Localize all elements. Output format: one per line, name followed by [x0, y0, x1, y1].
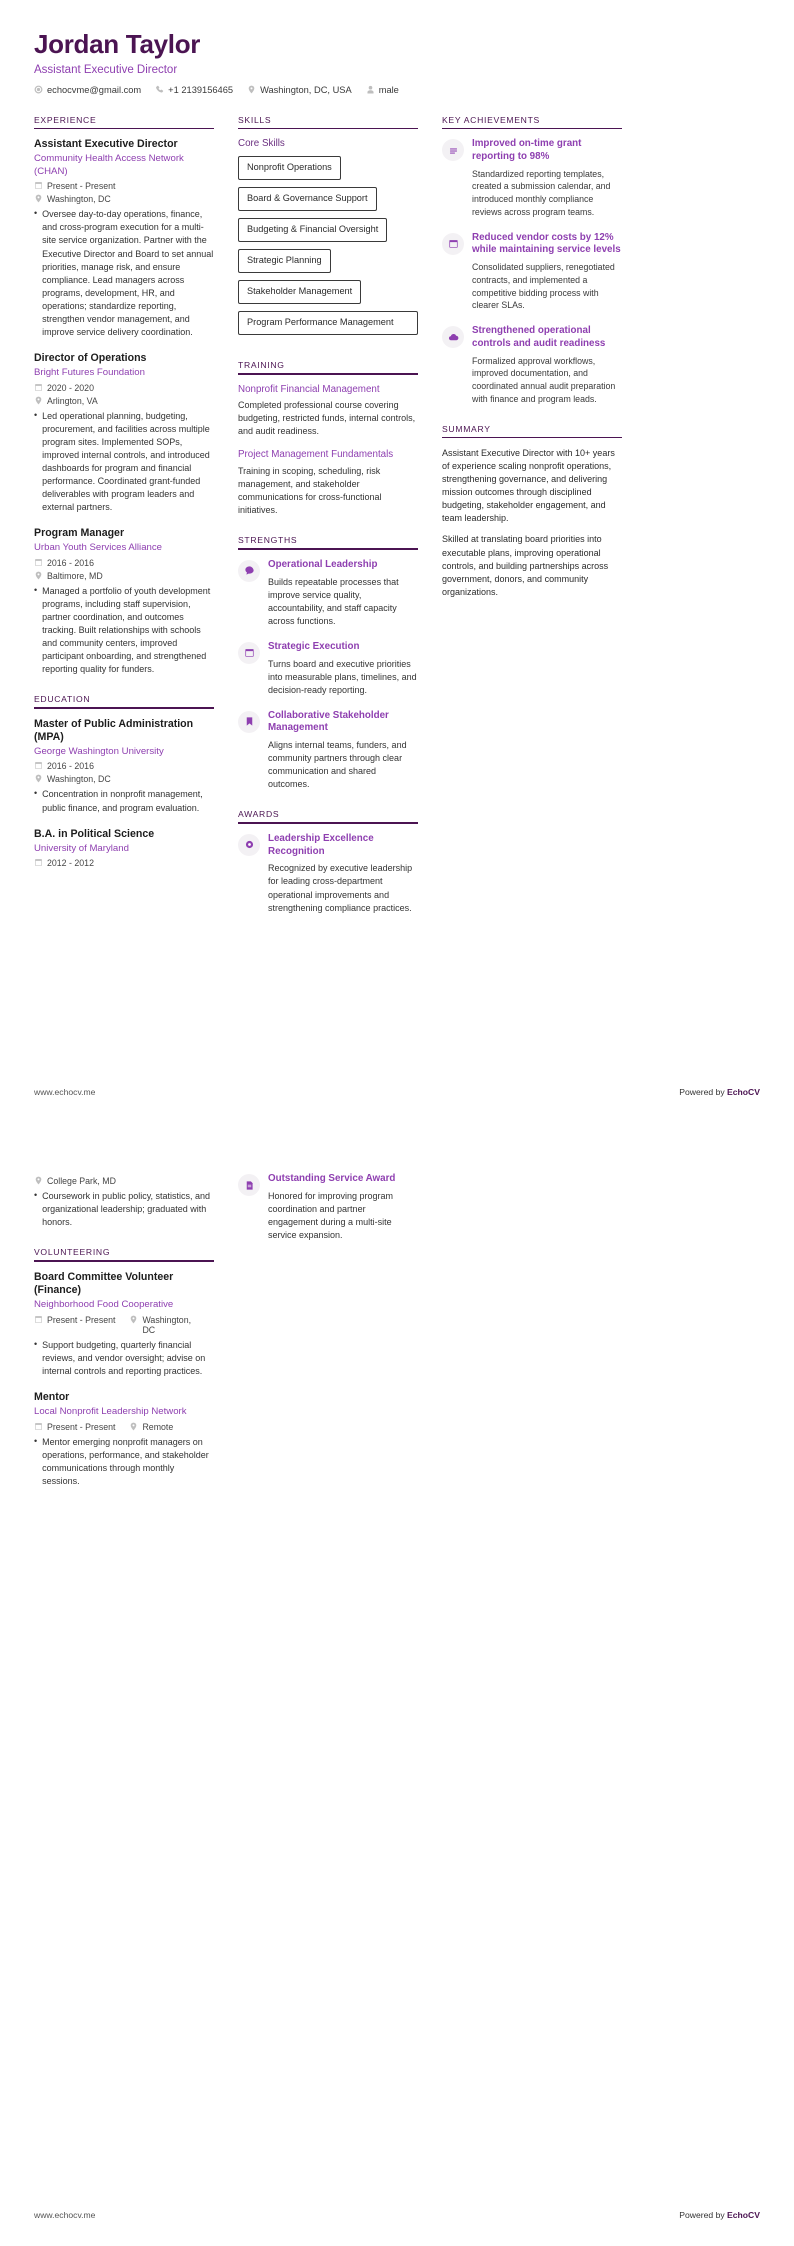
entry-org: Neighborhood Food Cooperative [34, 1299, 174, 1311]
entry-bullets [34, 208, 214, 338]
entry-org: George Washington University [34, 746, 164, 757]
bullet-dot: • [34, 1338, 38, 1349]
entry-meta-group [34, 1315, 194, 1335]
calendar-icon [34, 858, 43, 867]
section-title-volunteering: VOLUNTEERING [34, 1247, 111, 1258]
entry-bullets [34, 1339, 214, 1378]
location-icon [34, 194, 43, 203]
section-awards [238, 809, 418, 914]
section-training [238, 360, 418, 517]
strength-body [268, 710, 418, 792]
entry-location [34, 571, 214, 581]
entry-org: Local Nonprofit Leadership Network [34, 1406, 187, 1418]
candidate-role: Assistant Executive Director [34, 63, 178, 76]
chat-bubble-icon [238, 560, 260, 582]
section-experience [34, 115, 214, 676]
skill-chip[interactable]: Program Performance Management [238, 311, 418, 335]
section-education [34, 694, 214, 868]
bullet-item [34, 1190, 214, 1229]
candidate-name: Jordan Taylor [34, 29, 201, 59]
achievement-title: Improved on-time grant reporting to 98% [472, 138, 582, 162]
calendar-icon [238, 642, 260, 664]
entry-title: Board Committee Volunteer (Finance) [34, 1270, 174, 1296]
cloud-icon [442, 326, 464, 348]
education-entry [34, 828, 214, 869]
location-icon [247, 85, 256, 94]
strength-body [268, 641, 418, 697]
phone-icon [155, 85, 164, 94]
section-title-skills: SKILLS [238, 114, 272, 125]
award-desc: Honored for improving program coordination and partner engagement during a multi-site service expansion. [268, 1190, 394, 1240]
strength-item [238, 710, 418, 792]
contact-location-text: Washington, DC, USA [260, 84, 352, 95]
award-item [238, 1173, 418, 1242]
entry-title: Program Manager [34, 526, 125, 539]
bullet-dot: • [34, 1190, 38, 1200]
section-title-awards: AWARDS [238, 809, 280, 820]
footer-brand [679, 2210, 760, 2220]
entry-dates [34, 383, 214, 393]
person-icon [366, 85, 375, 94]
location-icon [34, 396, 43, 405]
training-title: Project Management Fundamentals [238, 449, 394, 461]
contact-location [247, 85, 352, 95]
volunteering-entry [34, 1391, 214, 1488]
achievement-title: Strengthened operational controls and audit readiness [472, 325, 606, 349]
strength-body [268, 559, 418, 628]
skill-chip[interactable]: Strategic Planning [238, 249, 331, 273]
entry-dates-text: Present - Present [47, 1314, 116, 1325]
bullet-text: Led operational planning, budgeting, procurement, and facilities across multiple program sites. Implemented SOPs, improved internal controls, and introduced dashboards for program and financial performance. Coordinated grant-funded deliverables with program leaders and external partners. [42, 410, 210, 512]
entry-org: Community Health Access Network (CHAN) [34, 153, 184, 177]
achievement-body [472, 232, 622, 312]
experience-entry [34, 352, 214, 514]
section-rule [238, 548, 418, 550]
entry-location [129, 1422, 173, 1432]
skill-chip[interactable]: Budgeting & Financial Oversight [238, 218, 387, 242]
achievement-body [472, 138, 622, 218]
footer-brand-name: EchoCV [727, 1087, 760, 1097]
footer-powered-prefix: Powered by [679, 2210, 728, 2220]
middle-column-page2 [238, 1173, 418, 1255]
bullet-item [34, 585, 214, 676]
summary-paragraph: Assistant Executive Director with 10+ years of experience scaling nonprofit operations, strengthening governance, and delivering mission outcomes through disciplined budgeting, stakeholder engagement, and team leadership. [442, 448, 615, 524]
training-desc: Completed professional course covering budgeting, restricted funds, internal controls, and audit readiness. [238, 400, 416, 437]
bullet-dot: • [34, 584, 38, 595]
location-icon [129, 1422, 138, 1431]
calendar-icon [34, 1315, 43, 1324]
calendar-icon [34, 383, 43, 392]
calendar-icon [442, 233, 464, 255]
calendar-icon [34, 761, 43, 770]
achievement-desc: Formalized approval workflows, improved documentation, and coordinated annual audit preparation with finance and program leads. [472, 355, 616, 404]
entry-dates [34, 761, 214, 771]
bullet-dot: • [34, 788, 38, 799]
contact-gender-text: male [378, 84, 399, 95]
award-body [268, 1173, 418, 1242]
training-desc: Training in scoping, scheduling, risk management, and stakeholder communications for cross-functional initiatives. [238, 466, 382, 516]
skill-chip[interactable]: Board & Governance Support [238, 187, 377, 211]
contact-phone-text: +1 2139156465 [168, 84, 234, 95]
section-rule [442, 437, 622, 439]
entry-bullets [34, 1436, 214, 1488]
section-title-summary: SUMMARY [442, 423, 491, 434]
achievement-desc: Standardized reporting templates, created a submission calendar, and introduced monthly compliance reviews across program teams. [472, 168, 611, 217]
entry-title: Mentor [34, 1390, 70, 1403]
resume-page-2 [0, 1123, 794, 2246]
section-rule [238, 822, 418, 824]
page-2-footer [34, 2210, 760, 2220]
section-volunteering [34, 1247, 214, 1488]
training-title: Nonprofit Financial Management [238, 383, 380, 395]
middle-column [238, 115, 418, 933]
entry-location-text: College Park, MD [47, 1176, 116, 1186]
right-column [442, 115, 622, 617]
education-continued [34, 1176, 214, 1229]
resume-header [34, 30, 760, 95]
certificate-icon [238, 1174, 260, 1196]
achievement-title: Reduced vendor costs by 12% while maintaining service levels [472, 231, 621, 256]
entry-dates-text: Present - Present [47, 181, 116, 192]
bullet-text: Mentor emerging nonprofit managers on operations, performance, and stakeholder communications through monthly sessions. [42, 1436, 209, 1486]
bullet-item [34, 788, 214, 814]
strength-item [238, 559, 418, 628]
contact-email[interactable] [34, 85, 141, 95]
entry-title: Assistant Executive Director [34, 138, 178, 151]
entry-org: University of Maryland [34, 842, 129, 854]
section-rule [442, 128, 622, 130]
bullet-text: Oversee day-to-day operations, finance, and cross-program execution for a multi-site service organization. Partner with the Executive Director and Board to set annual priorities, manage risk, and ensure compliance. Lead managers across programs, development, HR, and operations; standardize reporting, strengthen vendor management, and improve service delivery coordination. [42, 209, 214, 337]
entry-bullets [34, 410, 214, 514]
page-1-columns [34, 115, 760, 933]
bullet-text: Support budgeting, quarterly financial reviews, and vendor oversight; advise on internal controls and reporting practices. [42, 1339, 206, 1376]
section-rule [34, 707, 214, 709]
contact-phone[interactable] [155, 85, 233, 95]
section-title-strengths: STRENGTHS [238, 535, 298, 546]
entry-title: Director of Operations [34, 351, 147, 364]
achievement-item [442, 325, 622, 405]
entry-dates-text: Present - Present [47, 1421, 116, 1432]
strength-desc: Builds repeatable processes that improve service quality, accountability, and staff capacity across functions. [268, 576, 399, 626]
left-column-page2 [34, 1173, 214, 1506]
entry-dates-text: 2016 - 2016 [47, 557, 94, 568]
entry-location [34, 396, 214, 406]
entry-title: B.A. in Political Science [34, 827, 155, 840]
footer-site[interactable]: www.echocv.me [34, 2210, 96, 2220]
strength-item [238, 641, 418, 697]
section-strengths [238, 535, 418, 791]
section-title-training: TRAINING [238, 359, 285, 370]
entry-dates-text: 2012 - 2012 [47, 858, 94, 869]
location-icon [34, 571, 43, 580]
footer-brand-name: EchoCV [727, 2210, 760, 2220]
training-entry [238, 449, 418, 517]
entry-location [34, 194, 214, 204]
bullet-item [34, 208, 214, 338]
award-desc: Recognized by executive leadership for leading cross-department operational improvements and strengthening compliance practices. [268, 863, 413, 913]
section-title-experience: EXPERIENCE [34, 114, 97, 125]
calendar-icon [34, 558, 43, 567]
page-1-footer [34, 1087, 760, 1097]
calendar-icon [34, 1422, 43, 1431]
entry-location-text: Washington, DC [142, 1314, 192, 1335]
award-title: Outstanding Service Award [268, 1173, 396, 1184]
medal-icon [238, 834, 260, 856]
page-2-columns [34, 1173, 760, 1506]
location-icon [34, 1176, 43, 1185]
bullet-item [34, 410, 214, 514]
bullet-item [34, 1436, 214, 1488]
volunteering-entry [34, 1271, 214, 1378]
list-lines-icon [442, 139, 464, 161]
entry-meta [34, 1315, 214, 1335]
location-icon [34, 774, 43, 783]
entry-location [34, 1176, 214, 1186]
strength-title: Operational Leadership [268, 558, 378, 570]
contact-row [34, 85, 760, 95]
left-column [34, 115, 214, 887]
strength-desc: Turns board and executive priorities into measurable plans, timelines, and decision-ready reporting. [268, 658, 417, 695]
strength-desc: Aligns internal teams, funders, and community partners through clear communication and shared outcomes. [268, 740, 407, 790]
entry-location-text: Washington, DC [47, 774, 111, 785]
section-key-achievements [442, 115, 622, 406]
entry-dates [34, 858, 214, 868]
entry-location-text: Arlington, VA [47, 395, 98, 406]
skill-chip[interactable]: Stakeholder Management [238, 280, 361, 304]
footer-site[interactable]: www.echocv.me [34, 1087, 96, 1097]
entry-meta-group [34, 1422, 173, 1432]
skills-subtitle: Core Skills [238, 138, 285, 150]
section-title-key-achievements: KEY ACHIEVEMENTS [442, 114, 540, 125]
bullet-text: Managed a portfolio of youth development programs, including staff supervision, partner coordination, and outcomes tracking. Built relationships with schools and community centers, improved participant onboarding, and strengthened reporting quality for funders. [42, 585, 211, 674]
footer-powered-prefix: Powered by [679, 1087, 728, 1097]
section-title-education: EDUCATION [34, 693, 91, 704]
education-entry [34, 718, 214, 815]
contact-gender [366, 85, 399, 95]
strength-title: Strategic Execution [268, 640, 360, 652]
entry-meta [34, 1422, 214, 1432]
skills-chip-list [238, 156, 418, 342]
entry-dates [34, 1422, 115, 1432]
achievement-body [472, 325, 622, 405]
strength-title: Collaborative Stakeholder Management [268, 709, 389, 734]
entry-bullets [34, 1190, 214, 1229]
section-summary [442, 424, 622, 599]
entry-location-text: Washington, DC [47, 194, 111, 205]
bullet-text: Coursework in public policy, statistics, and organizational leadership; graduated with honors. [42, 1191, 211, 1228]
bullet-dot: • [34, 1435, 38, 1446]
entry-dates [34, 1315, 115, 1335]
experience-entry [34, 527, 214, 676]
entry-org: Bright Futures Foundation [34, 367, 145, 379]
entry-dates [34, 558, 214, 568]
achievement-item [442, 138, 622, 218]
skill-chip[interactable]: Nonprofit Operations [238, 156, 341, 180]
bookmark-icon [238, 711, 260, 733]
location-icon [129, 1315, 138, 1324]
section-skills [238, 115, 418, 342]
entry-dates [34, 181, 214, 191]
section-rule [34, 128, 214, 130]
entry-bullets [34, 585, 214, 676]
bullet-item [34, 1339, 214, 1378]
entry-location [34, 774, 214, 784]
award-title: Leadership Excellence Recognition [268, 832, 374, 857]
achievement-item [442, 232, 622, 312]
experience-entry [34, 138, 214, 339]
contact-email-text: echocvme@gmail.com [47, 84, 142, 95]
award-item [238, 833, 418, 915]
entry-location-text: Remote [142, 1421, 174, 1432]
footer-brand [679, 1087, 760, 1097]
entry-location [129, 1315, 194, 1335]
achievement-desc: Consolidated suppliers, renegotiated contracts, and implemented a competitive bidding process with clearer SLAs. [472, 262, 615, 311]
entry-org: Urban Youth Services Alliance [34, 542, 162, 554]
section-rule [238, 373, 418, 375]
section-rule [238, 128, 418, 130]
entry-title: Master of Public Administration (MPA) [34, 717, 194, 743]
bullet-dot: • [34, 208, 38, 219]
entry-dates-text: 2020 - 2020 [47, 382, 94, 393]
award-body [268, 833, 418, 915]
training-entry [238, 384, 418, 439]
section-rule [34, 1260, 214, 1262]
bullet-dot: • [34, 409, 38, 420]
email-icon [34, 85, 43, 94]
entry-location-text: Baltimore, MD [47, 570, 103, 581]
summary-paragraph: Skilled at translating board priorities into executable plans, improving operational controls, and building partnerships across government, donors, and community organizations. [442, 534, 609, 597]
bullet-text: Concentration in nonprofit management, public finance, and program evaluation. [42, 789, 203, 813]
entry-bullets [34, 788, 214, 814]
calendar-icon [34, 181, 43, 190]
entry-dates-text: 2016 - 2016 [47, 761, 94, 772]
